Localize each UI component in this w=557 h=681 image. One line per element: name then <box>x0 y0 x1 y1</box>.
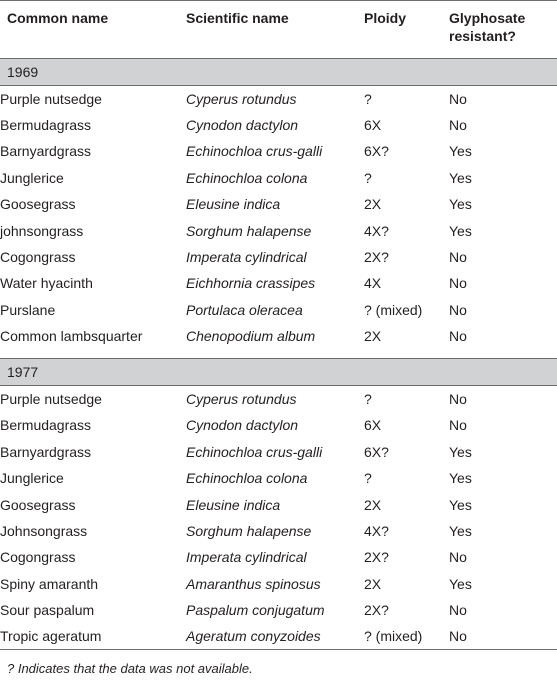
cell-scientific-name: Imperata cylindrical <box>186 249 307 266</box>
table-row <box>0 571 557 597</box>
cell-scientific-name: Echinochloa crus-galli <box>186 143 323 160</box>
table-body <box>0 59 557 650</box>
header-row <box>0 1 557 59</box>
cell-scientific-name: Eleusine indica <box>186 196 281 213</box>
cell-common-name: Goosegrass <box>0 496 76 513</box>
cell-glyphosate-resistant: No <box>449 391 467 408</box>
cell-scientific-name: Cynodon dactylon <box>186 117 299 134</box>
cell-glyphosate-resistant: Yes <box>449 470 472 487</box>
cell-common-name: Purple nutsedge <box>0 391 102 408</box>
cell-ploidy: 6X? <box>364 143 389 160</box>
cell-glyphosate-resistant: Yes <box>449 443 472 460</box>
year-group-header <box>0 359 557 386</box>
cell-glyphosate-resistant: No <box>449 249 467 266</box>
cell-common-name: Johnsongrass <box>0 523 88 540</box>
cell-ploidy: 6X <box>364 117 382 134</box>
cell-scientific-name: Cynodon dactylon <box>186 417 299 434</box>
table-row <box>0 597 557 623</box>
table-row <box>0 544 557 570</box>
cell-glyphosate-resistant: Yes <box>449 523 472 540</box>
cell-glyphosate-resistant: No <box>449 417 467 434</box>
cell-scientific-name: Chenopodium album <box>186 328 316 345</box>
cell-common-name: Tropic ageratum <box>0 623 186 649</box>
cell-ploidy: ? <box>364 391 372 408</box>
cell-scientific-name: Echinochloa colona <box>186 470 308 487</box>
table-row <box>0 439 557 465</box>
cell-ploidy: ? <box>364 169 372 186</box>
cell-glyphosate-resistant: No <box>449 275 467 292</box>
cell-scientific-name: Echinochloa colona <box>186 169 308 186</box>
cell-ploidy: ? <box>364 90 372 107</box>
cell-ploidy: 2X <box>364 328 382 345</box>
cell-glyphosate-resistant: Yes <box>449 169 472 186</box>
cell-scientific-name: Imperata cylindrical <box>186 549 307 566</box>
cell-ploidy: 2X? <box>364 249 389 266</box>
cell-ploidy: 2X <box>364 196 382 213</box>
header-scientific-name: Scientific name <box>186 10 289 26</box>
cell-scientific-name: Sorghum halapense <box>186 222 312 239</box>
cell-common-name: Barnyardgrass <box>0 143 92 160</box>
table-row <box>0 138 557 164</box>
cell-common-name: Sour paspalum <box>0 602 95 619</box>
cell-ploidy: ? <box>364 470 372 487</box>
cell-common-name: Purslane <box>0 301 56 318</box>
cell-glyphosate-resistant: Yes <box>449 575 472 592</box>
cell-common-name: Common lambsquarter <box>0 328 143 345</box>
cell-glyphosate-resistant: No <box>449 301 467 318</box>
cell-glyphosate-resistant: No <box>449 117 467 134</box>
cell-common-name: Junglerice <box>0 169 64 186</box>
cell-scientific-name: Paspalum conjugatum <box>186 602 325 619</box>
cell-glyphosate-resistant: Yes <box>449 143 472 160</box>
cell-ploidy: 4X? <box>364 222 389 239</box>
table-row <box>0 518 557 544</box>
table-row <box>0 323 557 349</box>
cell-scientific-name: Cyperus rotundus <box>186 391 297 408</box>
cell-scientific-name: Portulaca oleracea <box>186 301 303 318</box>
cell-glyphosate-resistant: No <box>449 549 467 566</box>
cell-scientific-name: Amaranthus spinosus <box>186 575 321 592</box>
cell-glyphosate-resistant: No <box>449 90 467 107</box>
cell-glyphosate-resistant: No <box>449 602 467 619</box>
table-row <box>0 623 557 649</box>
table-row <box>0 244 557 270</box>
cell-ploidy: 6X? <box>364 443 389 460</box>
table-row <box>0 386 557 412</box>
cell-common-name: Water hyacinth <box>0 275 93 292</box>
table-row <box>0 270 557 296</box>
table-row <box>0 191 557 217</box>
cell-ploidy: 2X <box>364 496 382 513</box>
cell-glyphosate-resistant: No <box>449 623 557 649</box>
cell-common-name: Cogongrass <box>0 549 76 566</box>
cell-ploidy: 6X <box>364 417 382 434</box>
group-spacer <box>0 349 557 359</box>
cell-scientific-name: Ageratum conyzoides <box>186 623 364 649</box>
cell-glyphosate-resistant: Yes <box>449 196 472 213</box>
cell-common-name: Junglerice <box>0 470 64 487</box>
table-row <box>0 491 557 517</box>
year-group-header <box>0 59 557 86</box>
table-row <box>0 465 557 491</box>
cell-ploidy: 2X? <box>364 549 389 566</box>
cell-common-name: Barnyardgrass <box>0 443 92 460</box>
cell-scientific-name: Echinochloa crus-galli <box>186 443 323 460</box>
cell-scientific-name: Eleusine indica <box>186 496 281 513</box>
cell-common-name: Purple nutsedge <box>0 90 102 107</box>
table-row <box>0 297 557 323</box>
header-ploidy: Ploidy <box>364 10 407 26</box>
cell-common-name: Cogongrass <box>0 249 76 266</box>
cell-glyphosate-resistant: Yes <box>449 496 472 513</box>
cell-glyphosate-resistant: No <box>449 328 467 345</box>
cell-scientific-name: Cyperus rotundus <box>186 90 297 107</box>
year-label: 1969 <box>0 59 557 86</box>
cell-common-name: Goosegrass <box>0 196 76 213</box>
cell-ploidy: 2X? <box>364 602 389 619</box>
cell-scientific-name: Sorghum halapense <box>186 523 312 540</box>
cell-ploidy: ? (mixed) <box>364 623 449 649</box>
cell-common-name: johnsongrass <box>0 222 84 239</box>
table-footnote: ? Indicates that the data was not available. <box>7 661 253 676</box>
cell-ploidy: 4X? <box>364 523 389 540</box>
cell-common-name: Bermudagrass <box>0 417 92 434</box>
cell-scientific-name: Eichhornia crassipes <box>186 275 316 292</box>
group-spacer-cell <box>0 349 557 359</box>
cell-ploidy: 2X <box>364 575 382 592</box>
cell-ploidy: 4X <box>364 275 382 292</box>
header-common-name: Common name <box>7 10 109 26</box>
cell-ploidy: ? (mixed) <box>364 301 423 318</box>
header-glyphosate-resistant: Glyphosate resistant? <box>449 10 526 44</box>
cell-common-name: Spiny amaranth <box>0 575 99 592</box>
table-row <box>0 412 557 438</box>
cell-glyphosate-resistant: Yes <box>449 222 472 239</box>
table-row <box>0 86 557 112</box>
cell-common-name: Bermudagrass <box>0 117 92 134</box>
year-label: 1977 <box>0 359 557 386</box>
table-row <box>0 217 557 243</box>
table-row <box>0 112 557 138</box>
table-row <box>0 165 557 191</box>
